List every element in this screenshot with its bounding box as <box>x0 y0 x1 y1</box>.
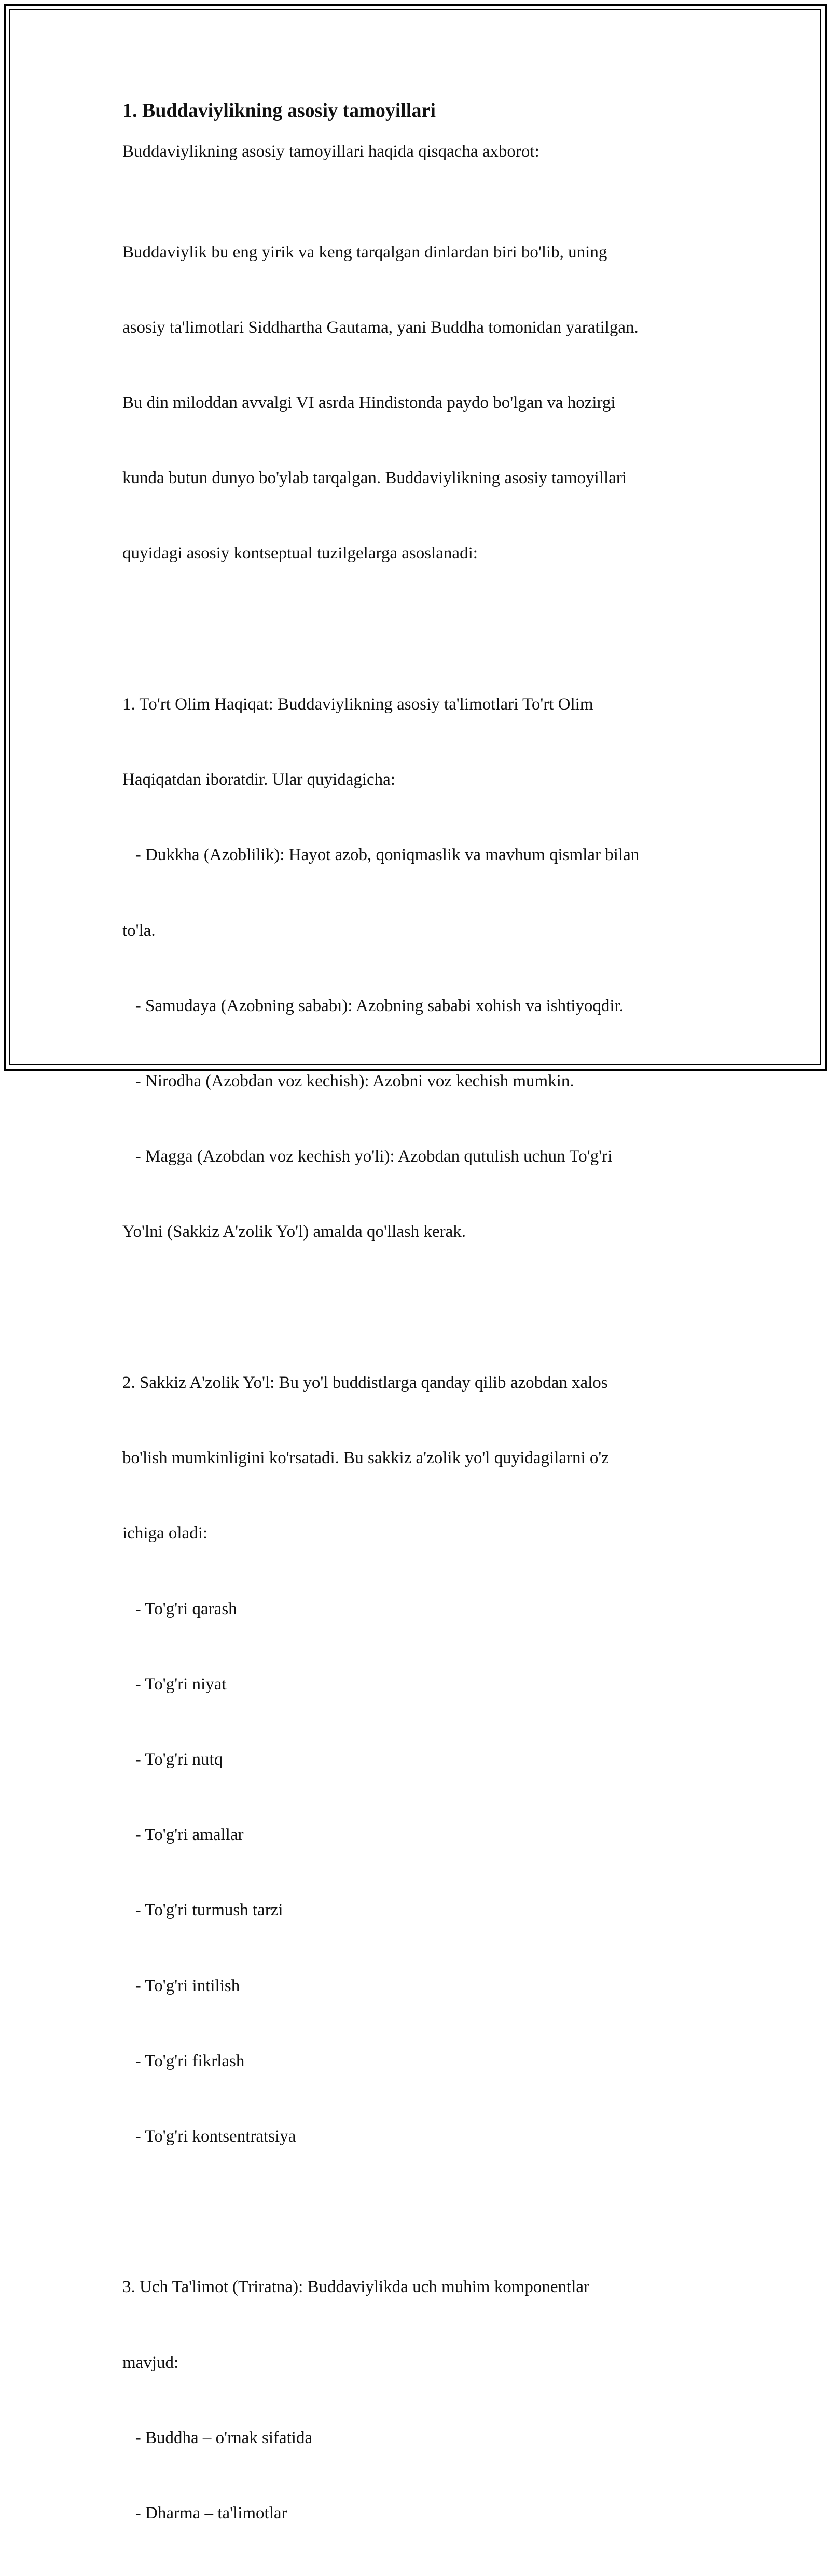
paragraph-gap <box>122 1295 709 1320</box>
section-four-noble-truths <box>122 642 709 1295</box>
section-1-line: Haqiqatdan iboratdir. Ular quyidagicha: <box>122 770 396 789</box>
section-1-line: Yo'lni (Sakkiz A'zolik Yo'l) amalda qo'llash kerak. <box>122 1222 466 1242</box>
list-item: - Dharma – ta'limotlar <box>122 2504 287 2523</box>
list-item: - Buddha – o'rnak sifatida <box>122 2428 313 2447</box>
paragraph-gap <box>122 2199 709 2224</box>
list-item: - To'g'ri intilish <box>122 1976 240 1995</box>
list-item: - To'g'ri fikrlash <box>122 2051 245 2070</box>
paragraph-1-line: Bu din miloddan avvalgi VI asrda Hindistonda paydo bo'lgan va hozirgi <box>122 393 616 413</box>
section-1-line: - Nirodha (Azobdan voz kechish): Azobni voz kechish mumkin. <box>122 1072 574 1091</box>
section-3-line: mavjud: <box>122 2353 179 2372</box>
list-item: - To'g'ri niyat <box>122 1674 227 1694</box>
list-item: - To'g'ri qarash <box>122 1599 237 1618</box>
section-triratna <box>122 2225 709 2576</box>
section-2-line: ichiga oladi: <box>122 1524 208 1543</box>
section-1-line: - Dukkha (Azoblilik): Hayot azob, qoniqmaslik va mavhum qismlar bilan <box>122 846 640 865</box>
list-item: - To'g'ri amallar <box>122 1825 244 1845</box>
paragraph-gap <box>122 617 709 642</box>
paragraph-1-line: Buddaviylik bu eng yirik va keng tarqalgan dinlardan biri bo'lib, uning <box>122 242 607 262</box>
paragraph-1-line: kunda butun dunyo bo'ylab tarqalgan. Buddaviylikning asosiy tamoyillari <box>122 469 627 488</box>
list-item: - To'g'ri kontsentratsiya <box>122 2127 296 2146</box>
section-1-line: - Samudaya (Azobning sababı): Azobning sababi xohish va ishtiyoqdir. <box>122 996 624 1015</box>
list-item: - To'g'ri nutq <box>122 1750 223 1769</box>
section-2-line: bo'lish mumkinligini ko'rsatadi. Bu sakkiz a'zolik yo'l quyidagilarni o'z <box>122 1449 610 1468</box>
intro-text: Buddaviylikning asosiy tamoyillari haqida qisqacha axborot: <box>122 142 540 161</box>
paragraph-gap <box>122 164 709 189</box>
document-body <box>122 98 709 2576</box>
section-1-line: - Magga (Azobdan voz kechish yo'li): Azobdan qutulish uchun To'g'ri <box>122 1147 613 1166</box>
paragraph-1 <box>122 189 709 617</box>
section-eightfold-path <box>122 1320 709 2199</box>
document-heading: 1. Buddaviylikning asosiy tamoyillari <box>122 100 436 121</box>
paragraph-1-line: asosiy ta'limotlari Siddhartha Gautama, yani Buddha tomonidan yaratilgan. <box>122 318 639 337</box>
section-2-line: 2. Sakkiz A'zolik Yo'l: Bu yo'l buddistlarga qanday qilib azobdan xalos <box>122 1373 608 1392</box>
list-item: - To'g'ri turmush tarzi <box>122 1901 283 1920</box>
section-1-line: to'la. <box>122 921 156 940</box>
paragraph-1-line: quyidagi asosiy kontseptual tuzilgelarga asoslanadi: <box>122 544 478 563</box>
section-3-line: 3. Uch Ta'limot (Triratna): Buddaviylikda uch muhim komponentlar <box>122 2278 590 2297</box>
section-1-line: 1. To'rt Olim Haqiqat: Buddaviylikning asosiy ta'limotlari To'rt Olim <box>122 694 593 714</box>
